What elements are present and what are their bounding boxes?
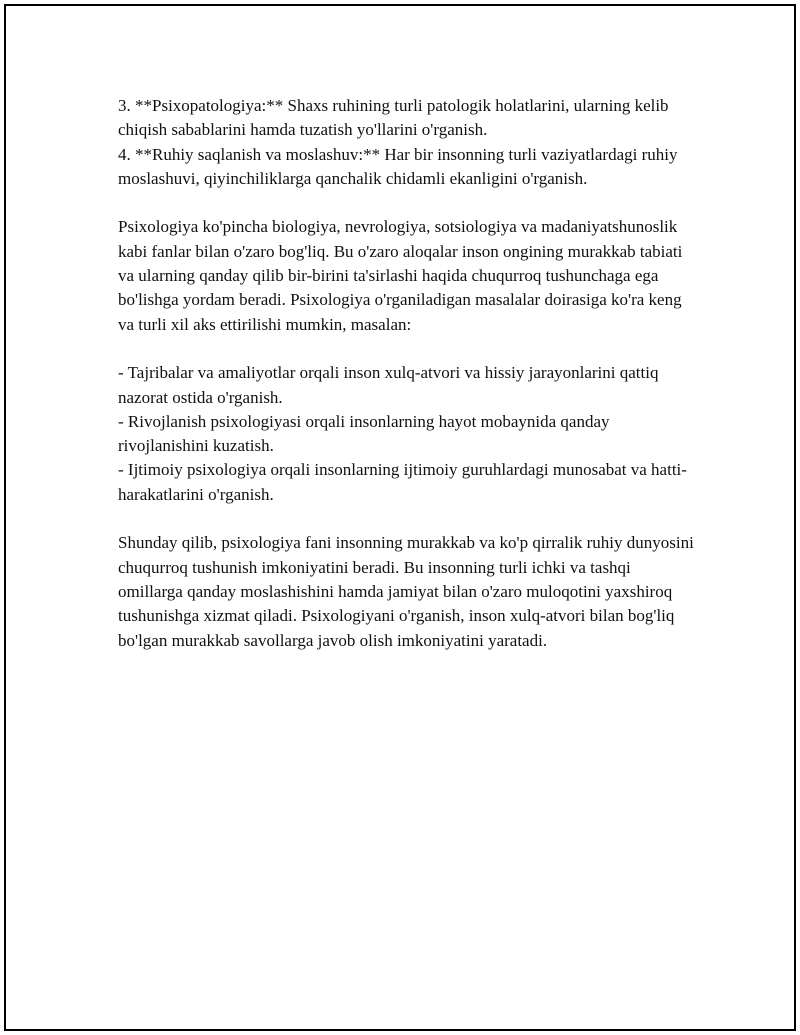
paragraph-gap [118, 191, 698, 215]
list-item-ruhiy-saqlanish: 4. **Ruhiy saqlanish va moslashuv:** Har bir insonning turli vaziyatlardagi ruhiy moslashuvi, qiyinchiliklarga qanchalik chidamli ekanligini o'rganish. [118, 144, 678, 188]
section-bullet-list [118, 361, 698, 507]
section-conclusion [118, 531, 698, 652]
paragraph-gap [118, 337, 698, 361]
section-list-items [118, 94, 698, 191]
paragraph-interdisciplinary: Psixologiya ko'pincha biologiya, nevrologiya, sotsiologiya va madaniyatshunoslik kabi fanlar bilan o'zaro bog'liq. Bu o'zaro aloqalar inson ongining murakkab tabiati va ularning qanday qilib bir-birini ta'sirlashi haqida chuqurroq tushunchaga ega bo'lishga yordam beradi. Psixologiya o'rganiladigan masalalar doirasiga ko'ra keng va turli xil aks ettirilishi mumkin, masalan: [118, 217, 683, 334]
document-body [118, 94, 698, 653]
section-intro-paragraph [118, 215, 698, 336]
list-item-psixopatologiya: 3. **Psixopatologiya:** Shaxs ruhining turli patologik holatlarini, ularning kelib chiqish sabablarini hamda tuzatish yo'llarini o'rganish. [118, 96, 669, 140]
paragraph-conclusion: Shunday qilib, psixologiya fani insonning murakkab va ko'p qirralik ruhiy dunyosini chuqurroq tushunish imkoniyatini beradi. Bu insonning turli ichki va tashqi omillarga qanday moslashishini hamda jamiyat bilan o'zaro muloqotini yaxshiroq tushunishga xizmat qiladi. Psixologiyani o'rganish, inson xulq-atvori bilan bog'liq bo'lgan murakkab savollarga javob olish imkoniyatini yaratadi. [118, 533, 694, 650]
bullet-item-development: - Rivojlanish psixologiyasi orqali insonlarning hayot mobaynida qanday rivojlanishini kuzatish. [118, 411, 610, 456]
bullet-item-experiments: - Tajribalar va amaliyotlar orqali inson xulq-atvori va hissiy jarayonlarini qattiq nazorat ostida o'rganish. [118, 363, 659, 407]
bullet-item-social: - Ijtimoiy psixologiya orqali insonlarning ijtimoiy guruhlardagi munosabat va hatti-harakatlarini o'rganish. [118, 460, 687, 504]
paragraph-gap [118, 507, 698, 531]
